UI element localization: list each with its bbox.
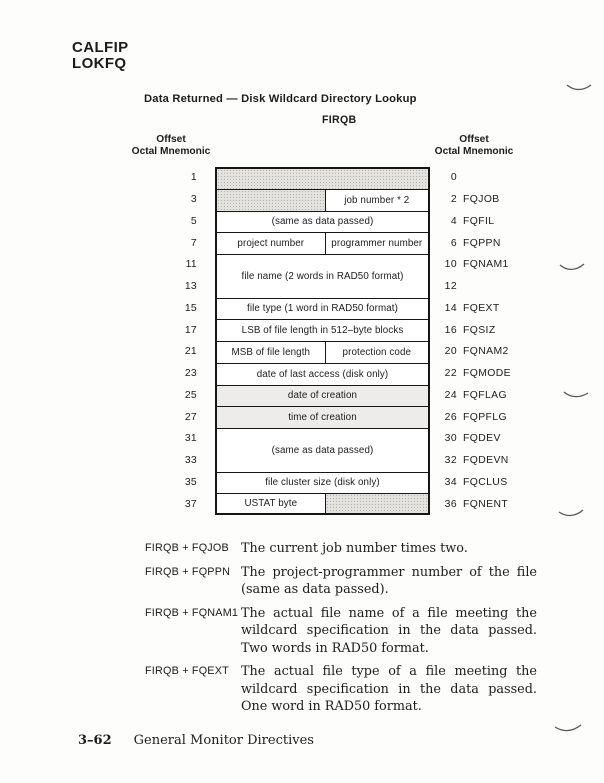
field-cell-text: (same as data passed)	[271, 444, 374, 456]
left-column-header	[128, 134, 214, 158]
left-offset-column	[130, 363, 215, 385]
octal-offset: 6	[450, 237, 457, 249]
field-cell	[325, 233, 428, 254]
octal-offset: 4	[450, 215, 457, 227]
offset-mnemonic-label	[440, 254, 560, 276]
octal-offset: 36	[444, 498, 457, 510]
scan-artifact	[566, 82, 592, 92]
scan-artifact	[559, 261, 585, 272]
field-cell	[217, 233, 325, 254]
offset-mnemonic-label	[440, 385, 560, 407]
field-row-boxes	[215, 211, 430, 233]
field-cell-text: MSB of file length	[231, 346, 311, 358]
right-mnemonic-column	[430, 472, 560, 494]
right-column-header	[431, 134, 517, 158]
scan-artifact	[558, 508, 584, 518]
field-cell-text: file type (1 word in RAD50 format)	[247, 303, 398, 315]
diagram-row	[130, 232, 560, 254]
octal-offset: 10	[444, 259, 457, 271]
left-header-offset: Offset	[156, 134, 186, 145]
field-cell-text: time of creation	[288, 412, 357, 424]
right-header-octal-mnemonic: Octal Mnemonic	[434, 146, 514, 157]
field-row-boxes	[215, 232, 430, 254]
field-row-boxes	[215, 363, 430, 385]
directive-name-lokfq: LOKFQ	[72, 55, 127, 72]
octal-offset: 16	[444, 324, 457, 336]
right-mnemonic-column	[430, 232, 560, 254]
field-cell-text: date of creation	[287, 390, 358, 402]
field-cell	[217, 364, 428, 385]
right-mnemonic-column	[430, 298, 560, 320]
field-row-boxes	[215, 167, 430, 189]
left-offset-column	[130, 406, 215, 428]
diagram-row	[130, 472, 560, 494]
octal-offset: 34	[444, 476, 457, 488]
octal-offset: 30	[444, 433, 457, 445]
right-header-offset: Offset	[459, 134, 489, 145]
definition-term: FIRQB + FQNAM1	[145, 606, 239, 619]
left-header-octal-mnemonic: Octal Mnemonic	[131, 146, 211, 157]
field-row-boxes	[215, 319, 430, 341]
offset-mnemonic-label	[440, 472, 560, 494]
field-cell-text: USTAT byte	[244, 498, 298, 510]
diagram-row	[130, 167, 560, 189]
offset-octal-label: 25	[184, 389, 197, 401]
field-cell-text: programmer number	[331, 238, 423, 250]
octal-offset: 24	[444, 389, 457, 401]
mnemonic: FQPFLG	[463, 411, 507, 423]
definition-term: FIRQB + FQJOB	[145, 542, 229, 554]
offset-mnemonic-label	[440, 211, 560, 233]
offset-mnemonic-label	[440, 493, 560, 515]
right-mnemonic-column	[430, 493, 560, 515]
offset-mnemonic-label	[440, 450, 560, 472]
field-cell	[217, 299, 428, 320]
definition-description: The project-programmer number of the file (same as data passed).	[241, 564, 537, 597]
left-offset-column	[130, 211, 215, 233]
mnemonic: FQNAM2	[463, 346, 509, 358]
offset-mnemonic-label	[440, 232, 560, 254]
mnemonic: FQCLUS	[463, 476, 508, 488]
offset-octal-label: 3	[190, 194, 197, 206]
left-offset-column	[130, 167, 215, 189]
mnemonic: FQDEV	[463, 433, 501, 445]
diagram-row	[130, 298, 560, 320]
offset-mnemonic-label	[440, 276, 560, 298]
page-title: Data Returned — Disk Wildcard Directory Lookup	[144, 93, 417, 105]
definition-row	[145, 540, 537, 558]
mnemonic: FQNENT	[463, 498, 509, 510]
diagram-row	[130, 385, 560, 407]
offset-mnemonic-label	[440, 298, 560, 320]
mnemonic: FQEXT	[463, 302, 500, 314]
octal-offset: 12	[444, 281, 457, 293]
right-mnemonic-column	[430, 189, 560, 211]
mnemonic: FQJOB	[463, 194, 500, 206]
mnemonic: FQSIZ	[463, 324, 496, 336]
diagram-row	[130, 363, 560, 385]
field-cell	[217, 494, 325, 513]
right-mnemonic-column	[430, 363, 560, 385]
field-cell-text: project number	[237, 238, 305, 250]
offset-octal-label: 35	[184, 476, 197, 488]
reserved-shaded-cell	[325, 494, 428, 513]
left-offset-column	[130, 341, 215, 363]
right-mnemonic-column	[430, 385, 560, 407]
directive-name-calfip: CALFIP	[72, 39, 129, 56]
field-row-boxes	[215, 493, 430, 515]
diagram-row	[130, 428, 560, 472]
octal-offset: 32	[444, 455, 457, 467]
right-mnemonic-column	[430, 406, 560, 428]
definition-term: FIRQB + FQPPN	[145, 565, 231, 578]
offset-mnemonic-label	[440, 363, 560, 385]
diagram-row	[130, 189, 560, 211]
offset-octal-label: 21	[184, 346, 197, 358]
field-row-boxes	[215, 189, 430, 211]
left-offset-column	[130, 493, 215, 515]
octal-offset: 20	[444, 346, 457, 358]
field-row-boxes	[215, 385, 430, 407]
mnemonic: FQFIL	[463, 215, 495, 227]
offset-octal-label: 31	[184, 433, 197, 445]
field-cell	[325, 190, 428, 211]
field-cell-text: LSB of file length in 512–byte blocks	[241, 325, 404, 337]
directive-heading	[72, 40, 129, 72]
reserved-shaded-cell	[217, 190, 325, 211]
right-mnemonic-column	[430, 254, 560, 298]
page-footer	[78, 733, 314, 748]
definition-description: The actual file name of a file meeting the wildcard specification in the data passed. Two words in RAD50 format.	[241, 605, 537, 656]
definition-term: FIRQB + FQEXT	[145, 665, 229, 677]
field-cell-text: job number * 2	[344, 194, 410, 206]
octal-offset: 14	[444, 302, 457, 314]
reserved-shaded-cell	[217, 169, 428, 189]
page-number: 3–62	[78, 733, 112, 748]
offset-octal-label: 13	[184, 281, 197, 293]
offset-mnemonic-label	[440, 406, 560, 428]
field-cell	[325, 342, 428, 363]
offset-octal-label: 15	[184, 302, 197, 314]
left-offset-column	[130, 254, 215, 298]
field-cell	[217, 473, 428, 494]
right-mnemonic-column	[430, 428, 560, 472]
field-cell	[217, 255, 428, 298]
mnemonic: FQMODE	[463, 368, 512, 380]
right-mnemonic-column	[430, 167, 560, 189]
field-cell	[217, 407, 428, 428]
left-offset-column	[130, 428, 215, 472]
field-cell	[217, 386, 428, 407]
diagram-row	[130, 211, 560, 233]
field-cell	[217, 212, 428, 233]
octal-offset: 2	[450, 194, 457, 206]
offset-mnemonic-label	[440, 319, 560, 341]
octal-offset: 22	[444, 368, 457, 380]
offset-octal-label: 33	[184, 455, 197, 467]
left-offset-column	[130, 385, 215, 407]
firqb-diagram	[130, 167, 560, 515]
mnemonic: FQPPN	[463, 237, 501, 249]
offset-mnemonic-label	[440, 167, 560, 189]
offset-mnemonic-label	[440, 189, 560, 211]
mnemonic: FQDEVN	[463, 455, 509, 467]
mnemonic: FQFLAG	[463, 389, 507, 401]
offset-octal-label: 23	[184, 368, 197, 380]
left-offset-column	[130, 232, 215, 254]
right-mnemonic-column	[430, 341, 560, 363]
offset-octal-label: 37	[184, 498, 197, 510]
offset-octal-label: 27	[184, 411, 197, 423]
field-cell	[217, 320, 428, 341]
scan-artifact	[554, 723, 582, 733]
definition-row	[145, 564, 537, 599]
left-offset-column	[130, 298, 215, 320]
mnemonic: FQNAM1	[463, 259, 509, 271]
left-offset-column	[130, 472, 215, 494]
diagram-row	[130, 493, 560, 515]
right-mnemonic-column	[430, 211, 560, 233]
field-row-boxes	[215, 472, 430, 494]
field-cell-text: date of last access (disk only)	[256, 368, 389, 380]
field-cell	[217, 429, 428, 472]
offset-mnemonic-label	[440, 428, 560, 450]
scan-artifact	[563, 389, 589, 399]
definition-row	[145, 663, 537, 716]
field-definitions	[145, 540, 537, 722]
octal-offset: 26	[444, 411, 457, 423]
diagram-row	[130, 254, 560, 298]
offset-octal-label: 11	[185, 259, 197, 271]
field-row-boxes	[215, 254, 430, 298]
field-cell-text: (same as data passed)	[271, 216, 374, 228]
offset-octal-label: 7	[190, 237, 197, 249]
field-row-boxes	[215, 406, 430, 428]
field-row-boxes	[215, 298, 430, 320]
definition-description: The current job number times two.	[241, 541, 468, 556]
diagram-row	[130, 341, 560, 363]
left-offset-column	[130, 319, 215, 341]
field-cell-text: file cluster size (disk only)	[265, 477, 380, 489]
diagram-row	[130, 319, 560, 341]
offset-mnemonic-label	[440, 341, 560, 363]
field-cell	[217, 342, 325, 363]
offset-octal-label: 17	[184, 324, 197, 336]
left-offset-column	[130, 189, 215, 211]
field-row-boxes	[215, 341, 430, 363]
field-row-boxes	[215, 428, 430, 472]
field-cell-text: file name (2 words in RAD50 format)	[241, 270, 404, 282]
right-mnemonic-column	[430, 319, 560, 341]
diagram-row	[130, 406, 560, 428]
definition-row	[145, 605, 537, 658]
definition-description: The actual file type of a file meeting the wildcard specification in the data passed. One word in RAD50 format.	[241, 664, 537, 714]
firqb-subtitle: FIRQB	[322, 114, 357, 126]
offset-octal-label: 5	[190, 215, 197, 227]
field-cell-text: protection code	[342, 346, 412, 358]
octal-offset: 0	[450, 172, 457, 184]
section-title: General Monitor Directives	[133, 733, 314, 748]
offset-octal-label: 1	[190, 172, 197, 184]
